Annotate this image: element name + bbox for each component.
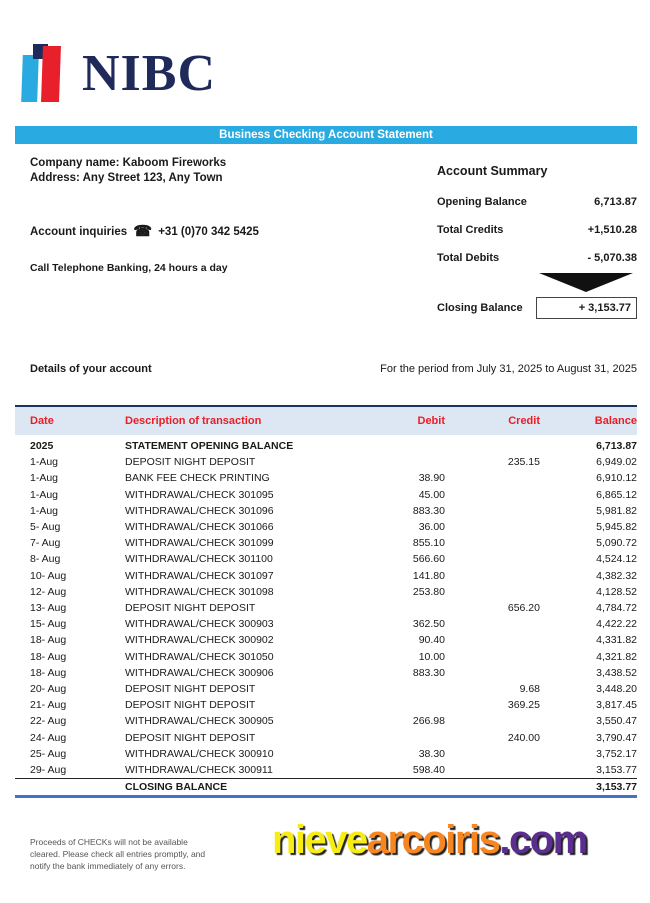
cell-balance: 5,090.72	[596, 537, 637, 550]
cell-debit: 855.10	[412, 537, 445, 550]
cell-description: DEPOSIT NIGHT DEPOSIT	[125, 683, 256, 696]
cell-description: WITHDRAWAL/CHECK 301095	[125, 488, 274, 501]
cell-credit	[445, 665, 540, 681]
disclaimer-line: cleared. Please check all entries promptly, and	[30, 849, 206, 859]
summary-value: 6,713.87	[594, 196, 637, 208]
cell-debit	[325, 681, 445, 697]
cell-date: 13- Aug	[30, 602, 67, 615]
table-row	[15, 762, 637, 779]
cell-credit	[445, 779, 540, 797]
down-triangle-icon	[539, 273, 633, 292]
cell-debit: 90.40	[418, 634, 445, 647]
cell-balance: 3,448.20	[596, 683, 637, 696]
account-inquiries-line	[30, 222, 259, 240]
cell-description: WITHDRAWAL/CHECK 301098	[125, 585, 274, 598]
company-address-line: Address: Any Street 123, Any Town	[30, 172, 223, 184]
cell-description: WITHDRAWAL/CHECK 300910	[125, 747, 274, 760]
table-row	[15, 519, 637, 535]
cell-date: 29- Aug	[30, 764, 67, 777]
cell-balance: 3,153.77	[596, 764, 637, 777]
cell-date: 22- Aug	[30, 715, 67, 728]
disclaimer-line: Proceeds of CHECKs will not be available	[30, 837, 188, 847]
cell-date: 1-Aug	[30, 504, 59, 517]
table-row	[15, 454, 637, 470]
cell-balance: 4,331.82	[596, 634, 637, 647]
cell-debit: 36.00	[418, 521, 445, 534]
cell-balance: 6,910.12	[596, 472, 637, 485]
cell-balance: 5,945.82	[596, 521, 637, 534]
cell-balance: 4,128.52	[596, 585, 637, 598]
table-row	[15, 435, 637, 454]
cell-debit: 38.90	[418, 472, 445, 485]
cell-credit	[445, 713, 540, 729]
statement-title: Business Checking Account Statement	[219, 129, 433, 141]
summary-value: +1,510.28	[587, 224, 637, 236]
details-heading: Details of your account	[30, 363, 152, 375]
cell-credit: 656.20	[507, 602, 540, 615]
table-row	[15, 665, 637, 681]
cell-credit	[445, 535, 540, 551]
column-credit: Credit	[445, 406, 540, 435]
cell-balance: 4,422.22	[596, 618, 637, 631]
cell-date: 15- Aug	[30, 618, 67, 631]
cell-date: 5- Aug	[30, 521, 61, 534]
table-row	[15, 503, 637, 519]
cell-debit	[325, 779, 445, 797]
cell-balance: 4,784.72	[596, 602, 637, 615]
cell-date: 18- Aug	[30, 634, 67, 647]
cell-date: 1-Aug	[30, 472, 59, 485]
cell-date: 1-Aug	[30, 456, 59, 469]
cell-credit	[445, 551, 540, 567]
cell-description: WITHDRAWAL/CHECK 300903	[125, 618, 274, 631]
cell-description: WITHDRAWAL/CHECK 300911	[125, 764, 273, 777]
cell-credit	[445, 632, 540, 648]
cell-date: 18- Aug	[30, 666, 67, 679]
cell-balance: 3,817.45	[596, 699, 637, 712]
cell-credit	[445, 568, 540, 584]
table-row	[15, 649, 637, 665]
table-row	[15, 632, 637, 648]
column-date: Date	[15, 406, 110, 435]
cell-date: 8- Aug	[30, 553, 61, 566]
cell-date: 20- Aug	[30, 683, 67, 696]
summary-row-credits	[437, 224, 637, 236]
cell-debit	[325, 600, 445, 616]
watermark-part-3: .com	[499, 818, 587, 862]
cell-description: WITHDRAWAL/CHECK 301097	[125, 569, 274, 582]
cell-credit	[445, 584, 540, 600]
cell-description: STATEMENT OPENING BALANCE	[125, 440, 294, 452]
cell-credit: 235.15	[507, 456, 540, 469]
cell-description: WITHDRAWAL/CHECK 301099	[125, 537, 274, 550]
table-row	[15, 730, 637, 746]
logo-red-bar	[41, 46, 61, 102]
cell-debit	[325, 435, 445, 454]
bank-logo-icon	[20, 44, 66, 104]
company-name-line: Company name: Kaboom Fireworks	[30, 157, 227, 169]
transactions-table	[15, 405, 637, 798]
cell-debit	[325, 697, 445, 713]
summary-label: Total Debits	[437, 252, 500, 264]
column-description: Description of transaction	[110, 406, 325, 435]
transactions-header	[15, 406, 637, 435]
table-row	[15, 713, 637, 729]
table-row	[15, 535, 637, 551]
account-summary	[437, 164, 637, 329]
cell-debit: 45.00	[418, 488, 445, 501]
watermark-text	[272, 818, 587, 863]
table-row	[15, 470, 637, 486]
account-summary-title: Account Summary	[437, 164, 548, 178]
telephone-banking-line: Call Telephone Banking, 24 hours a day	[30, 262, 228, 274]
cell-balance: 6,865.12	[596, 488, 637, 501]
cell-credit	[445, 616, 540, 632]
transactions-body	[15, 435, 637, 797]
cell-date: 2025	[30, 440, 54, 452]
cell-debit: 362.50	[412, 618, 445, 631]
cell-credit: 369.25	[507, 699, 540, 712]
cell-date: 25- Aug	[30, 747, 67, 760]
footer-disclaimer	[30, 836, 250, 872]
logo-blue-bar	[21, 55, 39, 102]
cell-credit	[445, 519, 540, 535]
summary-row-debits	[437, 252, 637, 264]
cell-date: 12- Aug	[30, 585, 67, 598]
cell-balance: 3,790.47	[596, 731, 637, 744]
cell-debit: 883.30	[412, 666, 445, 679]
cell-description: WITHDRAWAL/CHECK 301096	[125, 504, 274, 517]
table-row	[15, 616, 637, 632]
cell-balance: 3,153.77	[540, 779, 637, 797]
cell-description: WITHDRAWAL/CHECK 301100	[125, 553, 273, 566]
cell-balance: 3,438.52	[596, 666, 637, 679]
cell-balance: 6,949.02	[596, 456, 637, 469]
cell-description: WITHDRAWAL/CHECK 300902	[125, 634, 274, 647]
bank-logo-text: NIBC	[82, 45, 217, 102]
phone-icon: ☎	[133, 223, 153, 240]
cell-date	[15, 779, 110, 797]
cell-date: 21- Aug	[30, 699, 67, 712]
cell-credit: 240.00	[507, 731, 540, 744]
cell-balance: 6,713.87	[596, 440, 637, 452]
cell-credit	[445, 746, 540, 762]
statement-period: For the period from July 31, 2025 to August 31, 2025	[380, 363, 637, 375]
cell-balance: 3,752.17	[596, 747, 637, 760]
cell-credit	[445, 649, 540, 665]
cell-credit	[445, 503, 540, 519]
cell-debit: 141.80	[412, 569, 445, 582]
table-row	[15, 681, 637, 697]
disclaimer-line: notify the bank immediately of any errors.	[30, 861, 186, 871]
cell-description: DEPOSIT NIGHT DEPOSIT	[125, 731, 256, 744]
table-row	[15, 600, 637, 616]
watermark-part-1: nieve	[272, 818, 367, 862]
closing-balance-box: + 3,153.77	[536, 297, 637, 319]
cell-credit	[445, 762, 540, 779]
table-row	[15, 568, 637, 584]
cell-balance: 4,382.32	[596, 569, 637, 582]
cell-debit: 38.30	[418, 747, 445, 760]
cell-credit	[445, 470, 540, 486]
statement-title-bar	[15, 126, 637, 144]
table-row	[15, 779, 637, 797]
cell-debit: 253.80	[412, 585, 445, 598]
cell-credit: 9.68	[519, 683, 540, 696]
cell-balance: 4,321.82	[596, 650, 637, 663]
column-balance: Balance	[540, 406, 637, 435]
cell-debit: 883.30	[412, 504, 445, 517]
summary-label: Opening Balance	[437, 196, 527, 208]
cell-debit	[325, 730, 445, 746]
account-inquiries-label: Account inquiries	[30, 226, 128, 238]
cell-debit: 598.40	[412, 764, 445, 777]
closing-balance-label: Closing Balance	[437, 302, 523, 314]
cell-description: DEPOSIT NIGHT DEPOSIT	[125, 699, 256, 712]
summary-value: - 5,070.38	[587, 252, 637, 264]
cell-debit: 10.00	[418, 650, 445, 663]
cell-date: 24- Aug	[30, 731, 67, 744]
cell-description: WITHDRAWAL/CHECK 301050	[125, 650, 274, 663]
column-debit: Debit	[325, 406, 445, 435]
account-inquiries-phone: +31 (0)70 342 5425	[158, 226, 259, 238]
table-row	[15, 551, 637, 567]
cell-credit	[445, 435, 540, 454]
company-info	[30, 156, 226, 186]
cell-date: 10- Aug	[30, 569, 67, 582]
cell-date: 18- Aug	[30, 650, 67, 663]
cell-credit	[445, 487, 540, 503]
cell-debit	[325, 454, 445, 470]
summary-row-closing	[437, 297, 637, 319]
cell-description: DEPOSIT NIGHT DEPOSIT	[125, 602, 256, 615]
cell-date: 7- Aug	[30, 537, 61, 550]
watermark-part-2: arcoiris	[366, 818, 500, 862]
cell-balance: 3,550.47	[596, 715, 637, 728]
table-row	[15, 746, 637, 762]
bank-logo	[20, 44, 216, 104]
header-row	[15, 406, 637, 435]
cell-balance: 5,981.82	[596, 504, 637, 517]
cell-description: DEPOSIT NIGHT DEPOSIT	[125, 456, 256, 469]
summary-label: Total Credits	[437, 224, 504, 236]
cell-debit: 266.98	[412, 715, 445, 728]
cell-debit: 566.60	[412, 553, 445, 566]
cell-description: WITHDRAWAL/CHECK 300906	[125, 666, 274, 679]
cell-description: BANK FEE CHECK PRINTING	[125, 472, 270, 485]
cell-description: WITHDRAWAL/CHECK 300905	[125, 715, 274, 728]
cell-description: CLOSING BALANCE	[110, 779, 325, 797]
cell-description: WITHDRAWAL/CHECK 301066	[125, 521, 274, 534]
summary-row-opening	[437, 196, 637, 208]
table-row	[15, 584, 637, 600]
table-row	[15, 487, 637, 503]
cell-balance: 4,524.12	[596, 553, 637, 566]
table-row	[15, 697, 637, 713]
cell-date: 1-Aug	[30, 488, 59, 501]
